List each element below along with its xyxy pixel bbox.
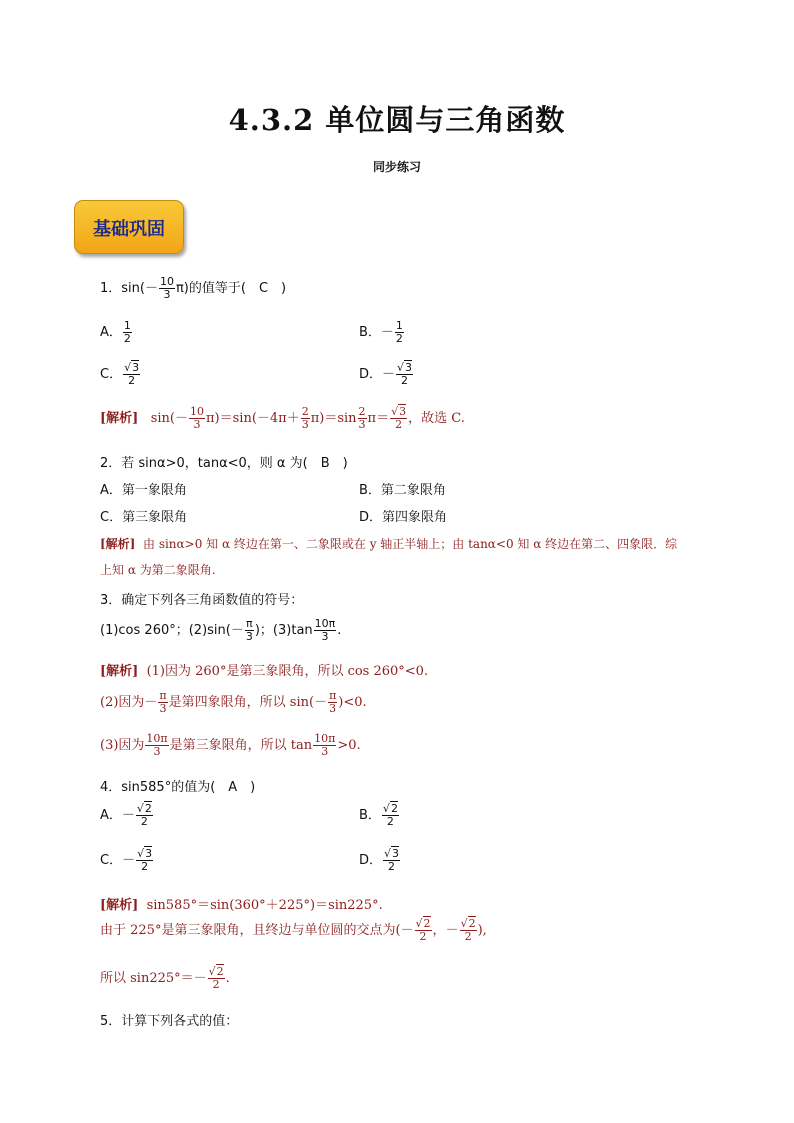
q1-option-d: D．－ $\frac{√3}{2}$ [359, 361, 413, 387]
q4-stem: 4．sin585°的值为( A ) [100, 780, 256, 795]
section-badge [74, 200, 184, 254]
q1-pre: sin(－ [121, 281, 158, 296]
page-subtitle: 同步练习 [372, 160, 421, 174]
q1-post: π)的值等于( C ) [175, 281, 287, 296]
q1-option-a: A． $\frac{1}{2}$ [100, 319, 131, 345]
q4-option-c: C．－ $\frac{√3}{2}$ [100, 847, 153, 873]
q4-option-a: A．－ $\frac{√2}{2}$ [100, 802, 152, 828]
q1-fraction: $\frac{10}{3}$ [159, 275, 174, 301]
q4-analysis-3: 所以 sin225°＝－ $\frac{√2}{2}$ . [100, 965, 230, 991]
q2-analysis-line1: [解析] 由 sinα>0 知 α 终边在第一、二象限或在 y 轴正半轴上；由 tanα<0 知 α 终边在第二、四象限．综 [100, 537, 678, 551]
q4-option-d: D． $\frac{√3}{2}$ [359, 847, 400, 873]
q4-option-b: B． $\frac{√2}{2}$ [359, 802, 398, 828]
q2-option-d: D．第四象限角 [359, 510, 448, 525]
q1-analysis: [解析] sin(－ $\frac{10}{3}$ π)＝sin(－4π＋ $\frac{2}{3}$ π)＝sin $\frac{2}{3}$ π＝ $\frac{√3}{2}$ ，故选 C. [100, 405, 465, 431]
q3-items: (1)cos 260°；(2)sin(－ $\frac{\pi}{3}$ )；(3)tan $\frac{10\pi}{3}$ . [100, 617, 342, 643]
q1-option-c: C． $\frac{√3}{2}$ [100, 361, 140, 387]
q3-analysis-2: (2)因为－ $\frac{\pi}{3}$ 是第四象限角，所以 sin(－ $\frac{\pi}{3}$ )<0. [100, 689, 367, 715]
q2-analysis-line2: 上知 α 为第二象限角. [100, 563, 216, 577]
q4-analysis-2: 由于 225°是第三象限角，且终边与单位圆的交点为(－ $\frac{√2}{2}$ ，－ $\frac{√2}{2}$ ), [100, 917, 487, 943]
q1-number: 1． [100, 281, 122, 296]
q1-analysis-tag: [解析] [100, 411, 139, 426]
q4-analysis-1: [解析] sin585°＝sin(360°＋225°)＝sin225°. [100, 898, 383, 913]
q2-stem: 2．若 sinα>0，tanα<0，则 α 为( B ) [100, 456, 348, 471]
section-badge-label: 基础巩固 [93, 219, 165, 240]
q2-option-c: C．第三象限角 [100, 510, 188, 525]
q3-analysis-1: [解析] (1)因为 260°是第三象限角，所以 cos 260°<0. [100, 664, 429, 679]
q5-stem: 5．计算下列各式的值： [100, 1014, 239, 1029]
q1-option-b: B．－ $\frac{1}{2}$ [359, 319, 403, 345]
q2-option-a: A．第一象限角 [100, 483, 187, 498]
q3-stem: 3．确定下列各三角函数值的符号： [100, 593, 304, 608]
q1-stem [100, 276, 286, 301]
q3-analysis-3: (3)因为 $\frac{10\pi}{3}$ 是第三象限角，所以 tan $\frac{10\pi}{3}$ >0. [100, 732, 361, 758]
q2-option-b: B．第二象限角 [359, 483, 446, 498]
page-title: 4.3.2 单位圆与三角函数 [228, 103, 566, 137]
